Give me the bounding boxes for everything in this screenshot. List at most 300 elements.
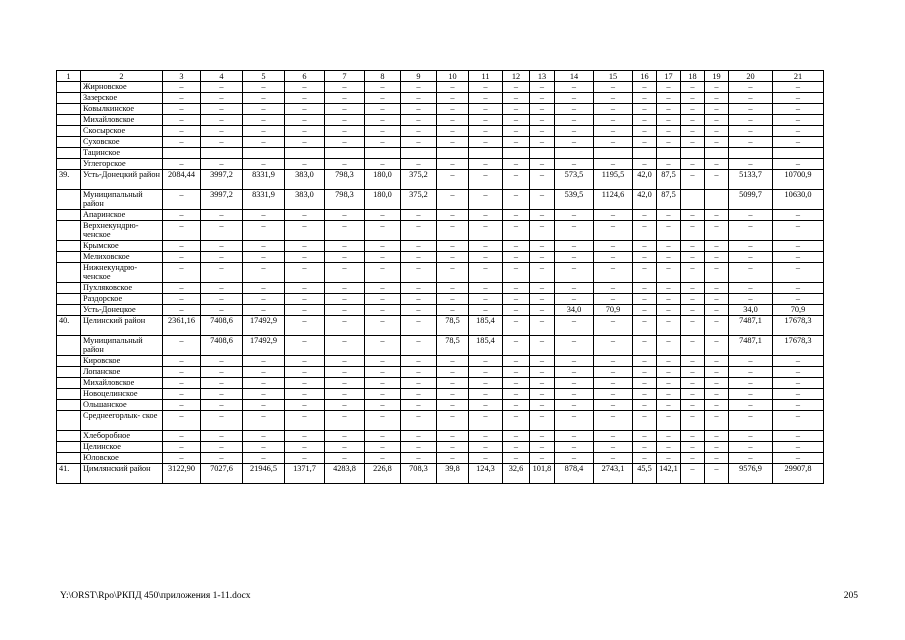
table-cell: –	[163, 453, 201, 464]
row-number	[57, 137, 81, 148]
table-cell: –	[285, 283, 325, 294]
table-cell: –	[729, 104, 773, 115]
table-cell: –	[530, 221, 555, 241]
table-cell: 1371,7	[285, 464, 325, 484]
table-cell: –	[657, 82, 681, 93]
table-cell: –	[163, 336, 201, 356]
row-number	[57, 210, 81, 221]
column-header: 11	[469, 71, 503, 82]
table-cell: –	[773, 294, 824, 305]
table-cell: –	[469, 115, 503, 126]
table-cell: –	[729, 453, 773, 464]
table-cell: 185,4	[469, 336, 503, 356]
table-cell: 226,8	[365, 464, 401, 484]
table-cell: –	[555, 400, 594, 411]
table-cell: 180,0	[365, 170, 401, 190]
table-cell: –	[469, 356, 503, 367]
table-cell: –	[325, 283, 365, 294]
table-cell: –	[325, 137, 365, 148]
table-cell: –	[401, 400, 437, 411]
table-cell: –	[503, 431, 530, 442]
table-row	[57, 263, 824, 283]
table-row	[57, 464, 824, 484]
table-cell: –	[285, 389, 325, 400]
table-cell: –	[681, 283, 705, 294]
table-cell: –	[530, 115, 555, 126]
table-cell: –	[530, 190, 555, 210]
table-cell: –	[773, 356, 824, 367]
table-cell: –	[594, 104, 633, 115]
table-cell: –	[401, 252, 437, 263]
table-cell: –	[729, 400, 773, 411]
table-row	[57, 252, 824, 263]
table-cell: –	[773, 389, 824, 400]
table-row	[57, 159, 824, 170]
table-cell: –	[325, 93, 365, 104]
table-cell	[201, 148, 243, 159]
table-cell: –	[401, 115, 437, 126]
table-cell: –	[469, 411, 503, 431]
table-cell: –	[633, 336, 657, 356]
table-cell: –	[555, 263, 594, 283]
table-cell: –	[773, 159, 824, 170]
table-cell: –	[594, 367, 633, 378]
table-cell: –	[285, 378, 325, 389]
table-cell: –	[555, 431, 594, 442]
table-row	[57, 294, 824, 305]
table-cell: –	[773, 442, 824, 453]
table-cell: –	[555, 356, 594, 367]
row-name: Нижнекундрю- ченское	[81, 263, 163, 283]
table-cell: –	[437, 221, 469, 241]
row-number	[57, 159, 81, 170]
table-cell: –	[555, 336, 594, 356]
footer-page-number: 205	[843, 591, 858, 601]
table-cell: –	[633, 241, 657, 252]
table-row	[57, 137, 824, 148]
table-cell: –	[530, 367, 555, 378]
table-cell: –	[163, 221, 201, 241]
table-cell: –	[401, 221, 437, 241]
table-cell: –	[555, 221, 594, 241]
table-cell: –	[729, 115, 773, 126]
table-cell: –	[201, 356, 243, 367]
table-cell: –	[325, 336, 365, 356]
table-cell: –	[503, 137, 530, 148]
table-cell: –	[503, 283, 530, 294]
table-cell: –	[681, 263, 705, 283]
table-cell: –	[594, 93, 633, 104]
table-cell: –	[705, 115, 729, 126]
table-cell	[681, 190, 705, 210]
table-cell: –	[633, 431, 657, 442]
row-name: Суховское	[81, 137, 163, 148]
table-cell: –	[530, 389, 555, 400]
table-cell: –	[530, 137, 555, 148]
table-cell: –	[633, 221, 657, 241]
table-container	[56, 70, 824, 484]
table-cell: –	[163, 115, 201, 126]
table-cell: –	[243, 252, 285, 263]
table-row	[57, 367, 824, 378]
table-cell: 5133,7	[729, 170, 773, 190]
column-header: 16	[633, 71, 657, 82]
table-cell: –	[657, 336, 681, 356]
table-cell: –	[243, 411, 285, 431]
column-header: 21	[773, 71, 824, 82]
table-cell: –	[163, 356, 201, 367]
table-cell: –	[657, 210, 681, 221]
table-cell: 539,5	[555, 190, 594, 210]
table-cell: –	[594, 316, 633, 336]
table-cell: –	[325, 400, 365, 411]
table-cell: –	[437, 367, 469, 378]
table-cell: –	[163, 400, 201, 411]
table-cell: –	[163, 283, 201, 294]
table-cell: –	[729, 241, 773, 252]
table-cell: –	[594, 82, 633, 93]
table-cell: –	[530, 431, 555, 442]
table-row	[57, 93, 824, 104]
table-cell: –	[633, 252, 657, 263]
table-cell: –	[285, 104, 325, 115]
table-cell: 124,3	[469, 464, 503, 484]
table-row	[57, 170, 824, 190]
table-cell: –	[469, 241, 503, 252]
table-cell: –	[594, 453, 633, 464]
table-cell: –	[530, 316, 555, 336]
table-cell: –	[243, 294, 285, 305]
table-cell: –	[469, 252, 503, 263]
table-cell: –	[530, 294, 555, 305]
table-cell: –	[555, 82, 594, 93]
table-cell: –	[365, 305, 401, 316]
table-cell: –	[469, 221, 503, 241]
table-cell: –	[729, 442, 773, 453]
table-cell: –	[705, 283, 729, 294]
table-cell: –	[503, 356, 530, 367]
table-cell: –	[437, 104, 469, 115]
table-cell: –	[633, 400, 657, 411]
table-cell: –	[469, 294, 503, 305]
table-cell: –	[705, 93, 729, 104]
table-cell: –	[201, 210, 243, 221]
table-cell: 573,5	[555, 170, 594, 190]
table-row	[57, 305, 824, 316]
table-cell: –	[773, 210, 824, 221]
table-cell: –	[201, 453, 243, 464]
table-row	[57, 453, 824, 464]
row-name: Тацинское	[81, 148, 163, 159]
table-cell: –	[163, 210, 201, 221]
row-name: Михайловское	[81, 378, 163, 389]
table-cell: –	[681, 115, 705, 126]
table-cell: –	[555, 104, 594, 115]
table-cell: –	[437, 137, 469, 148]
row-name: Ольшанское	[81, 400, 163, 411]
table-row	[57, 104, 824, 115]
table-cell: –	[365, 453, 401, 464]
table-cell: –	[365, 252, 401, 263]
table-cell: 8331,9	[243, 190, 285, 210]
table-cell: –	[163, 263, 201, 283]
table-cell: –	[657, 263, 681, 283]
table-cell: –	[594, 336, 633, 356]
row-number	[57, 431, 81, 442]
table-cell: –	[243, 453, 285, 464]
table-cell: –	[705, 378, 729, 389]
table-cell: –	[437, 210, 469, 221]
table-cell: –	[773, 431, 824, 442]
table-cell: –	[243, 263, 285, 283]
table-cell: –	[503, 305, 530, 316]
table-cell: –	[365, 221, 401, 241]
table-cell: 7408,6	[201, 316, 243, 336]
row-name: Лопанское	[81, 367, 163, 378]
table-cell: –	[365, 82, 401, 93]
table-cell: –	[705, 316, 729, 336]
table-cell: –	[681, 252, 705, 263]
table-cell: –	[705, 159, 729, 170]
table-cell: –	[365, 263, 401, 283]
table-row	[57, 378, 824, 389]
table-cell: 798,3	[325, 170, 365, 190]
table-cell: –	[657, 453, 681, 464]
table-cell	[437, 148, 469, 159]
table-cell: –	[401, 453, 437, 464]
table-cell: –	[773, 252, 824, 263]
table-cell: –	[633, 442, 657, 453]
table-cell: –	[729, 294, 773, 305]
table-row	[57, 190, 824, 210]
table-cell: 3997,2	[201, 190, 243, 210]
table-cell: –	[365, 93, 401, 104]
table-cell: –	[401, 241, 437, 252]
table-cell: 7487,1	[729, 336, 773, 356]
table-cell: –	[243, 115, 285, 126]
table-cell: –	[325, 431, 365, 442]
table-cell: 383,0	[285, 190, 325, 210]
table-cell: –	[633, 159, 657, 170]
table-cell: 7027,6	[201, 464, 243, 484]
table-cell: –	[285, 137, 325, 148]
table-cell: –	[437, 159, 469, 170]
table-cell: –	[633, 453, 657, 464]
table-cell: –	[503, 126, 530, 137]
table-cell: –	[469, 442, 503, 453]
table-cell: –	[503, 367, 530, 378]
row-number	[57, 356, 81, 367]
row-name: Углегорское	[81, 159, 163, 170]
table-cell: –	[401, 367, 437, 378]
table-cell: –	[163, 305, 201, 316]
table-cell: –	[401, 210, 437, 221]
table-cell: –	[705, 221, 729, 241]
table-cell: –	[503, 93, 530, 104]
table-cell: –	[469, 431, 503, 442]
table-cell: –	[437, 170, 469, 190]
table-cell: –	[729, 210, 773, 221]
table-cell: –	[243, 93, 285, 104]
table-cell: 5099,7	[729, 190, 773, 210]
row-name: Ковылкинское	[81, 104, 163, 115]
table-cell: –	[437, 378, 469, 389]
table-cell: –	[469, 170, 503, 190]
table-cell: –	[285, 453, 325, 464]
table-cell: –	[163, 389, 201, 400]
table-cell: –	[681, 431, 705, 442]
table-cell: –	[530, 305, 555, 316]
table-row	[57, 210, 824, 221]
table-cell: 70,9	[773, 305, 824, 316]
column-header: 17	[657, 71, 681, 82]
row-name: Михайловское	[81, 115, 163, 126]
table-cell: –	[365, 294, 401, 305]
row-number	[57, 115, 81, 126]
table-cell: –	[705, 305, 729, 316]
table-cell: –	[657, 115, 681, 126]
table-cell: –	[201, 126, 243, 137]
table-cell: –	[633, 411, 657, 431]
row-number	[57, 283, 81, 294]
table-cell: –	[681, 159, 705, 170]
table-cell: –	[285, 115, 325, 126]
table-cell: –	[163, 431, 201, 442]
table-cell: –	[594, 283, 633, 294]
row-number	[57, 453, 81, 464]
table-cell: –	[657, 159, 681, 170]
table-cell: –	[503, 389, 530, 400]
row-name: Жирновское	[81, 82, 163, 93]
table-cell	[365, 148, 401, 159]
table-cell: –	[503, 104, 530, 115]
table-cell: –	[633, 93, 657, 104]
table-cell: –	[555, 252, 594, 263]
table-row	[57, 241, 824, 252]
table-cell: –	[163, 159, 201, 170]
table-cell: –	[201, 252, 243, 263]
table-cell: –	[401, 137, 437, 148]
table-cell: 8331,9	[243, 170, 285, 190]
table-cell: –	[285, 316, 325, 336]
table-cell: –	[469, 210, 503, 221]
table-cell: –	[201, 431, 243, 442]
row-number	[57, 104, 81, 115]
table-cell: –	[201, 283, 243, 294]
table-cell: –	[705, 431, 729, 442]
table-cell: –	[401, 104, 437, 115]
table-cell: –	[163, 411, 201, 431]
table-cell: 32,6	[503, 464, 530, 484]
column-header: 18	[681, 71, 705, 82]
table-cell: –	[285, 252, 325, 263]
row-number: 39.	[57, 170, 81, 190]
table-cell: –	[325, 367, 365, 378]
table-cell: –	[705, 126, 729, 137]
column-header: 4	[201, 71, 243, 82]
table-cell: –	[325, 356, 365, 367]
table-cell: –	[325, 221, 365, 241]
table-cell: –	[657, 221, 681, 241]
table-cell: –	[503, 159, 530, 170]
table-row	[57, 221, 824, 241]
table-cell: –	[555, 378, 594, 389]
table-cell: –	[657, 442, 681, 453]
table-cell: –	[285, 82, 325, 93]
column-header: 15	[594, 71, 633, 82]
table-cell: –	[325, 126, 365, 137]
table-cell: –	[163, 252, 201, 263]
table-cell: –	[729, 221, 773, 241]
row-number	[57, 378, 81, 389]
table-cell: –	[243, 431, 285, 442]
row-number	[57, 367, 81, 378]
table-row	[57, 411, 824, 431]
row-number	[57, 400, 81, 411]
table-cell: –	[681, 221, 705, 241]
table-cell: –	[243, 305, 285, 316]
row-name: Кировское	[81, 356, 163, 367]
table-cell: –	[530, 252, 555, 263]
table-cell: –	[705, 356, 729, 367]
table-cell: 87,5	[657, 170, 681, 190]
table-cell: –	[657, 389, 681, 400]
table-cell: –	[437, 190, 469, 210]
table-cell: –	[594, 294, 633, 305]
table-cell: 17678,3	[773, 336, 824, 356]
table-cell: –	[555, 316, 594, 336]
table-cell: –	[401, 283, 437, 294]
table-cell: –	[285, 442, 325, 453]
table-cell: 878,4	[555, 464, 594, 484]
table-cell: –	[773, 93, 824, 104]
table-cell: –	[729, 126, 773, 137]
table-cell: –	[437, 453, 469, 464]
table-cell: –	[365, 400, 401, 411]
table-cell: –	[325, 378, 365, 389]
column-header: 3	[163, 71, 201, 82]
table-cell: –	[530, 442, 555, 453]
table-cell	[469, 148, 503, 159]
table-cell: –	[773, 115, 824, 126]
table-cell: –	[657, 104, 681, 115]
table-cell: 798,3	[325, 190, 365, 210]
table-cell: –	[594, 137, 633, 148]
table-cell: –	[633, 137, 657, 148]
table-cell: –	[201, 400, 243, 411]
table-cell: –	[243, 400, 285, 411]
column-header: 14	[555, 71, 594, 82]
table-cell: –	[633, 316, 657, 336]
table-cell: 180,0	[365, 190, 401, 210]
table-row	[57, 442, 824, 453]
table-cell: –	[503, 411, 530, 431]
table-cell: –	[285, 93, 325, 104]
table-cell	[285, 148, 325, 159]
table-cell: –	[530, 82, 555, 93]
table-cell: –	[681, 294, 705, 305]
table-cell	[243, 148, 285, 159]
table-cell: –	[555, 367, 594, 378]
row-name: Муниципальный район	[81, 336, 163, 356]
table-cell: –	[201, 294, 243, 305]
table-cell: –	[633, 389, 657, 400]
table-cell: –	[325, 252, 365, 263]
table-cell: –	[201, 159, 243, 170]
row-number	[57, 336, 81, 356]
table-cell: –	[705, 137, 729, 148]
table-cell: –	[633, 283, 657, 294]
